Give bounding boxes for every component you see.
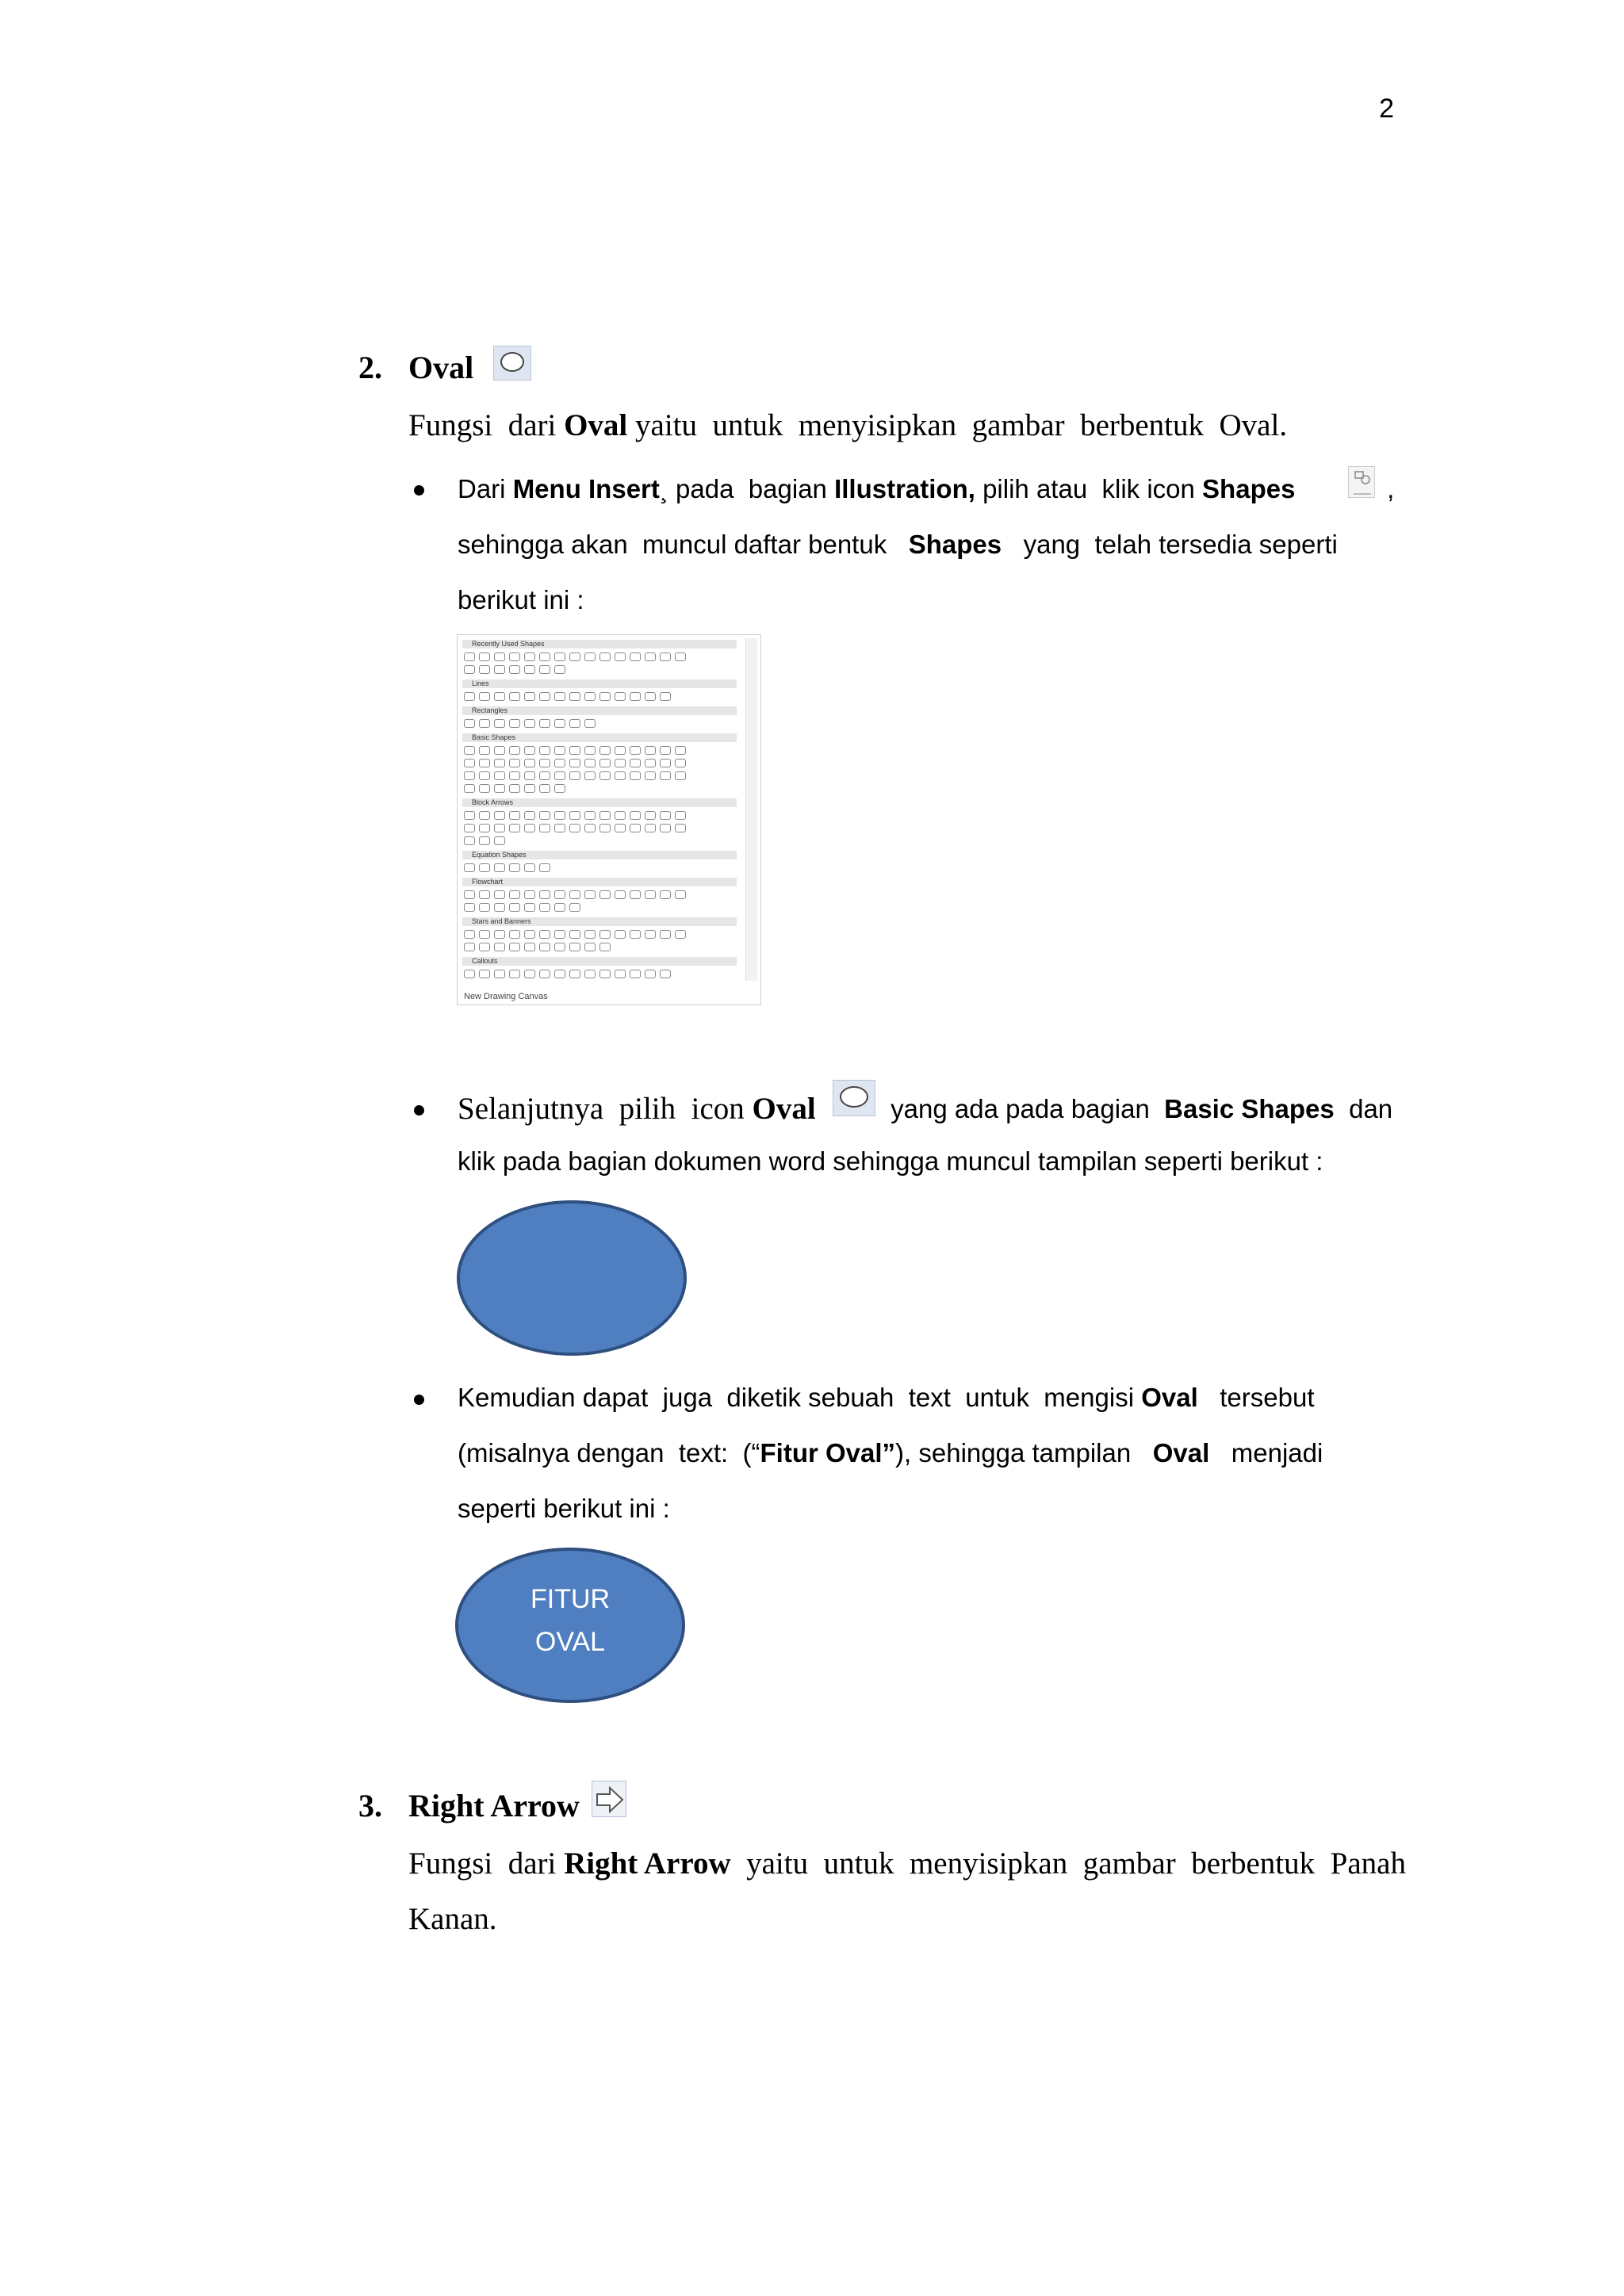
section-title-arrow: Right Arrow <box>408 1788 580 1823</box>
shape-row[interactable] <box>464 836 733 847</box>
bullet3-line1: Kemudian dapat juga diketik sebuah text untuk mengisi Oval tersebut <box>458 1383 1315 1412</box>
shape-row[interactable] <box>464 824 733 834</box>
bullet-dot <box>414 485 424 496</box>
shape-row[interactable] <box>464 811 733 821</box>
shape-row[interactable] <box>464 746 733 756</box>
shape-row[interactable] <box>464 943 733 953</box>
bullet-dot <box>414 1105 424 1115</box>
right-arrow-icon <box>592 1781 626 1817</box>
panel-section-header: Basic Shapes <box>462 733 737 742</box>
shape-row[interactable] <box>464 652 733 663</box>
shape-row[interactable] <box>464 890 733 901</box>
shape-row[interactable] <box>464 719 733 729</box>
section-number-arrow: 3. <box>358 1788 382 1823</box>
bullet2-line1-rest: yang ada pada bagian Basic Shapes dan <box>883 1094 1393 1123</box>
bullet2-line1: Selanjutnya pilih icon Oval <box>458 1092 816 1126</box>
shape-row[interactable] <box>464 665 733 675</box>
oval-icon <box>833 1080 875 1116</box>
shape-row[interactable] <box>464 692 733 702</box>
panel-section-header: Flowchart <box>462 878 737 886</box>
bullet3-line3: seperti berikut ini : <box>458 1494 670 1523</box>
scrollbar[interactable] <box>745 638 757 981</box>
shape-row[interactable] <box>464 784 733 794</box>
oval-description: Fungsi dari Oval yaitu untuk menyisipkan gambar berbentuk Oval. <box>408 408 1288 442</box>
section-number-oval: 2. <box>358 350 382 385</box>
new-drawing-canvas-item[interactable]: New Drawing Canvas <box>464 992 548 1001</box>
shape-row[interactable] <box>464 903 733 913</box>
section-title-oval: Oval <box>408 350 474 385</box>
panel-section-header: Equation Shapes <box>462 851 737 859</box>
oval-shape <box>457 1200 687 1356</box>
arrow-description-line2: Kanan. <box>408 1902 497 1936</box>
shape-row[interactable] <box>464 930 733 940</box>
bullet1-line3: berikut ini : <box>458 585 584 614</box>
shape-row[interactable] <box>464 970 733 980</box>
shape-row[interactable] <box>464 759 733 769</box>
panel-section-header: Block Arrows <box>462 798 737 807</box>
page-number: 2 <box>1379 94 1394 124</box>
shapes-gallery-panel <box>457 634 761 1005</box>
shape-row[interactable] <box>464 771 733 782</box>
bullet3-line2: (misalnya dengan text: (“Fitur Oval”), sehingga tampilan Oval menjadi <box>458 1438 1323 1468</box>
oval-icon <box>493 346 531 381</box>
oval-shape-with-text <box>455 1548 685 1703</box>
panel-section-header: Stars and Banners <box>462 917 737 926</box>
panel-section-header: Lines <box>462 679 737 688</box>
bullet2-line2: klik pada bagian dokumen word sehingga muncul tampilan seperti berikut : <box>458 1146 1323 1176</box>
bullet-dot <box>414 1395 424 1405</box>
oval-text-line2: OVAL <box>534 1627 606 1657</box>
bullet1-line1-end: , <box>1380 474 1395 503</box>
bullet1-line1: Dari Menu Insert¸ pada bagian Illustration, pilih atau klik icon Shapes <box>458 474 1296 503</box>
shapes-icon <box>1348 466 1375 498</box>
panel-section-header: Callouts <box>462 957 737 966</box>
arrow-description: Fungsi dari Right Arrow yaitu untuk menyisipkan gambar berbentuk Panah <box>408 1846 1406 1881</box>
shape-row[interactable] <box>464 863 733 874</box>
panel-section-header: Recently Used Shapes <box>462 640 737 649</box>
panel-section-header: Rectangles <box>462 706 737 715</box>
oval-text-line1: FITUR <box>530 1584 611 1614</box>
bullet1-line2: sehingga akan muncul daftar bentuk Shapes yang telah tersedia seperti <box>458 530 1338 559</box>
